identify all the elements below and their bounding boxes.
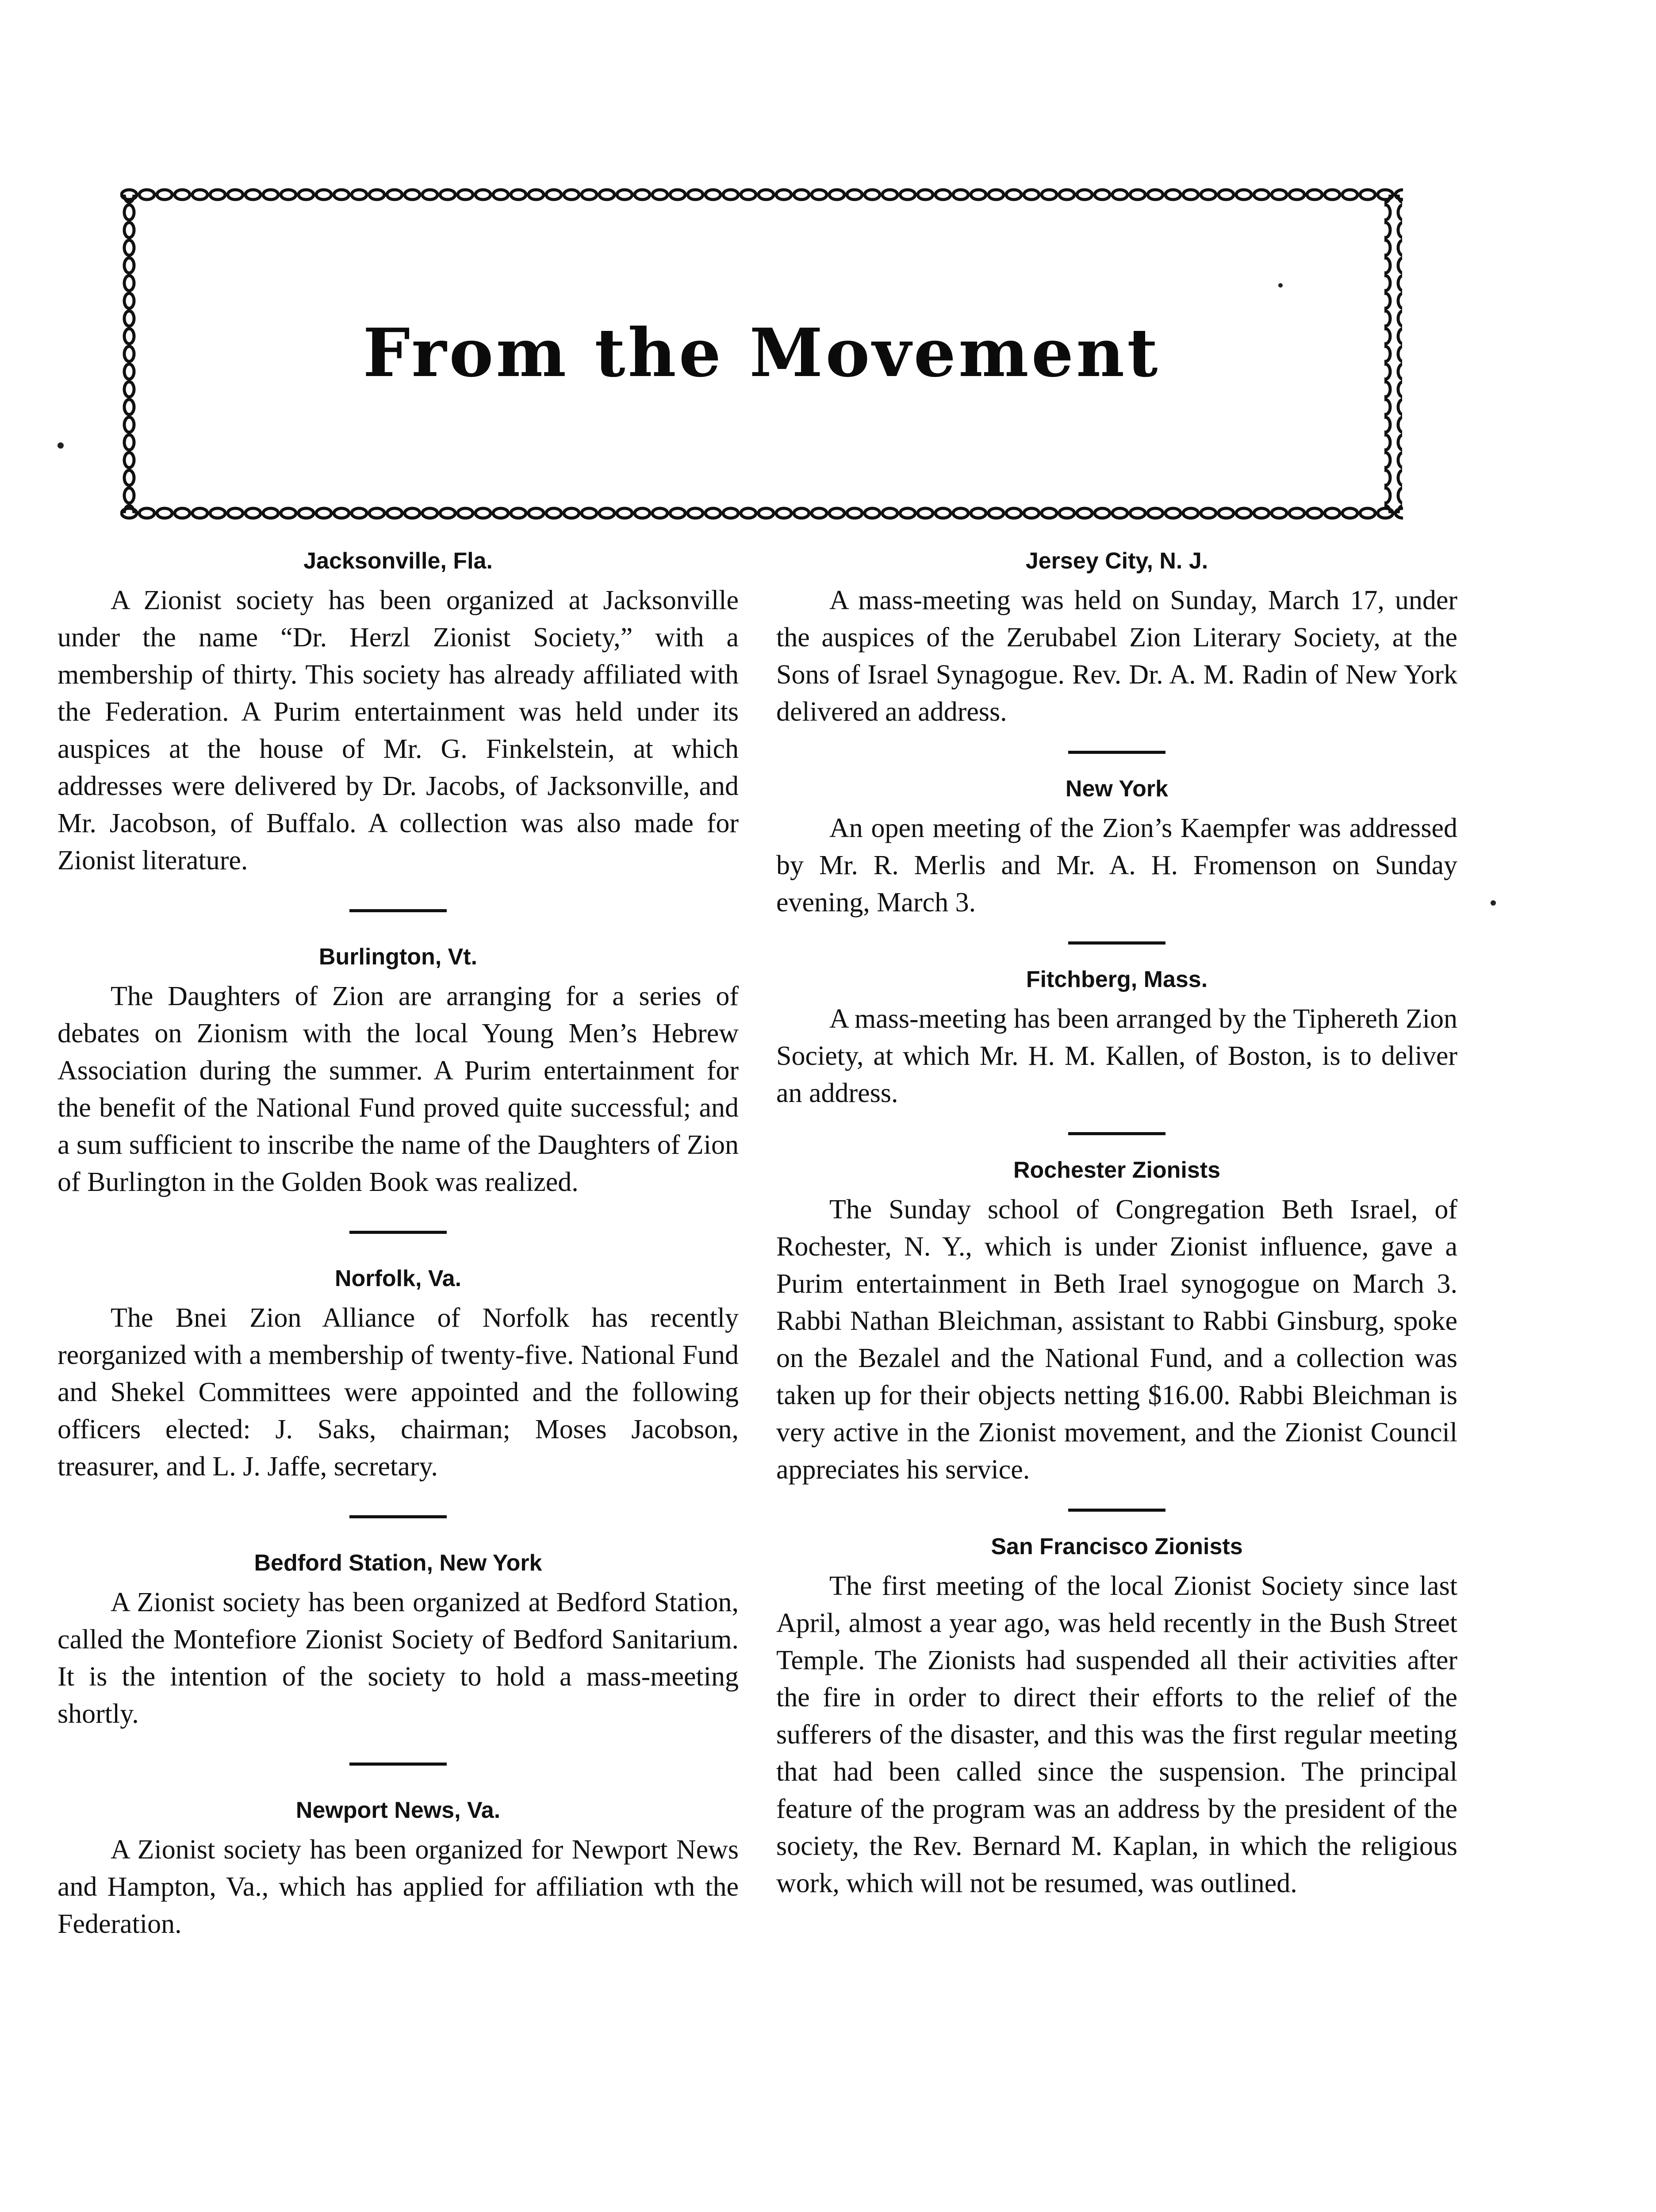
article-body: An open meeting of the Zion’s Kaempfer was addressed by Mr. R. Merlis and Mr. A. H. Fromenson on Sunday evening, March 3.: [776, 813, 1457, 918]
section-divider: [349, 1763, 447, 1766]
page-title: From the Movement: [363, 314, 1161, 392]
section-divider: [1068, 941, 1165, 945]
article-body: A Zionist society has been organized for Newport News and Hampton, Va., which has applied for affiliation wth the Federation.: [58, 1835, 739, 1939]
section-divider: [1068, 1509, 1165, 1512]
article-body: The Bnei Zion Alliance of Norfolk has recently reorganized with a membership of twenty-five. National Fund and Shekel Committees were appointed and the following officers elected: J. Saks, chairman; Moses Jacobson, treasurer, and L. J. Jaffe, secretary.: [58, 1303, 739, 1482]
article-jersey-city: [776, 546, 1457, 730]
article-san-francisco: [776, 1532, 1457, 1902]
article-body: The Sunday school of Congregation Beth Israel, of Rochester, N. Y., which is under Zionist influence, gave a Purim entertainment in Beth Irael synogogue on March 3. Rabbi Nathan Bleichman, assistant to Rabbi Ginsburg, spoke on the Bezalel and the National Fund, and a collection was taken up for their objects netting $16.00. Rabbi Bleichman is very active in the Zionist movement, and the Zionist Council appreciates his service.: [776, 1194, 1457, 1485]
article-heading: Rochester Zionists: [1013, 1157, 1221, 1183]
article-norfolk: [58, 1264, 739, 1485]
right-column: [776, 546, 1457, 1902]
article-newport-news: [58, 1796, 739, 1943]
article-heading: New York: [1065, 776, 1169, 802]
section-divider: [1068, 751, 1165, 754]
article-heading: Burlington, Vt.: [318, 944, 478, 970]
article-heading: Jacksonville, Fla.: [303, 548, 493, 574]
title-box: [120, 186, 1403, 522]
article-heading: Bedford Station, New York: [254, 1550, 542, 1576]
article-heading: Norfolk, Va.: [334, 1266, 462, 1291]
article-rochester: [776, 1156, 1457, 1488]
article-heading: San Francisco Zionists: [991, 1534, 1243, 1559]
section-divider: [349, 1515, 447, 1518]
article-bedford-station: [58, 1548, 739, 1732]
article-body: A mass-meeting has been arranged by the Tiphereth Zion Society, at which Mr. H. M. Kallen, of Boston, is to deliver an address.: [776, 1004, 1457, 1108]
article-body: The first meeting of the local Zionist Society since last April, almost a year ago, was held recently in the Bush Street Temple. The Zionists had suspended all their activities after the fire in order to direct their efforts to the relief of the sufferers of the disaster, and this was the first regular meeting that had been called since the suspension. The principal feature of the program was an address by the president of the society, the Rev. Bernard M. Kaplan, in which the religious work, which will not be resumed, was outlined.: [776, 1571, 1457, 1898]
section-divider: [349, 909, 447, 912]
article-jacksonville: [58, 546, 739, 879]
article-heading: Newport News, Va.: [295, 1797, 501, 1823]
scan-speck: [1491, 900, 1496, 906]
section-divider: [1068, 1132, 1165, 1135]
article-body: A Zionist society has been organized at Jacksonville under the name “Dr. Herzl Zionist Society,” with a membership of thirty. This society has already affiliated with the Federation. A Purim entertainment was held under its auspices at the house of Mr. G. Finkelstein, at which addresses were delivered by Dr. Jacobs, of Jacksonville, and Mr. Jacobson, of Buffalo. A collection was also made for Zionist literature.: [58, 585, 739, 876]
article-heading: Fitchberg, Mass.: [1026, 967, 1208, 992]
article-body: The Daughters of Zion are arranging for a series of debates on Zionism with the local Young Men’s Hebrew Association during the summer. A Purim entertainment for the benefit of the National Fund proved quite successful; and a sum sufficient to inscribe the name of the Daughters of Zion of Burlington in the Golden Book was realized.: [58, 981, 739, 1197]
article-new-york: [776, 774, 1457, 921]
section-divider: [349, 1231, 447, 1234]
article-body: A Zionist society has been organized at Bedford Station, called the Montefiore Zionist Society of Bedford Sanitarium. It is the intention of the society to hold a mass-meeting shortly.: [58, 1587, 739, 1729]
article-fitchberg: [776, 965, 1457, 1112]
article-burlington: [58, 942, 739, 1201]
article-heading: Jersey City, N. J.: [1025, 548, 1208, 574]
scan-speck: [58, 442, 64, 449]
left-column: [58, 546, 739, 1943]
article-body: A mass-meeting was held on Sunday, March 17, under the auspices of the Zerubabel Zion Literary Society, at the Sons of Israel Synagogue. Rev. Dr. A. M. Radin of New York delivered an address.: [776, 585, 1457, 727]
scan-speck: [1278, 283, 1283, 288]
